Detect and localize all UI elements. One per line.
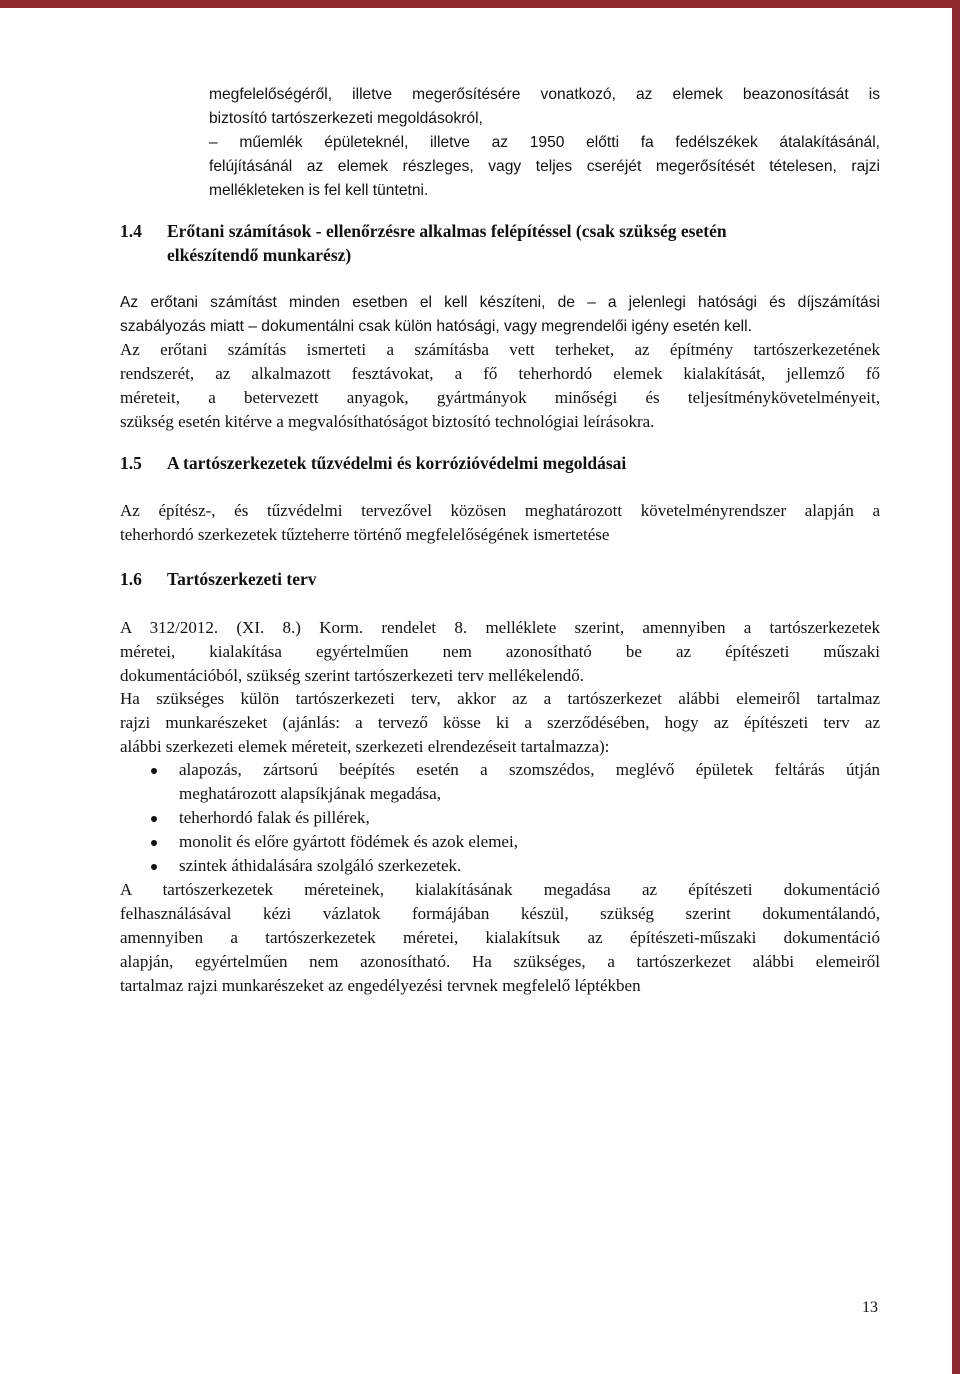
list-item: [120, 806, 880, 830]
section-title: A tartószerkezetek tűzvédelmi és korrózióvédelmi megoldásai: [167, 453, 627, 473]
text-line: méretei, kialakítása egyértelműen nem azonosítható be az építészeti műszaki: [120, 642, 880, 661]
text-line: teherhordó szerkezetek tűzteherre történő megfelelőségének ismertetése: [120, 525, 610, 544]
text-line: dokumentációból, szükség szerint tartószerkezeti terv mellékelendő.: [120, 666, 585, 685]
list-item-text: alapozás, zártsorú beépítés esetén a szomszédos, meglévő épületek feltárás útján: [179, 760, 880, 779]
text-line: alapján, egyértelműen nem azonosítható. Ha szükséges, a tartószerkezet alábbi elemeiről: [120, 952, 880, 971]
text-line: Az építész-, és tűzvédelmi tervezővel közösen meghatározott követelményrendszer alapján a: [120, 501, 880, 520]
list-item-text: teherhordó falak és pillérek,: [179, 808, 370, 827]
text-line: amennyiben a tartószerkezetek méretei, kialakítsuk az építészeti-műszaki dokumentáció: [120, 928, 880, 947]
text-line: Az erőtani számítást minden esetben el kell készíteni, de – a jelenlegi hatósági és díjszámítási: [120, 294, 880, 311]
text-line: rendszerét, az alkalmazott fesztávokat, a fő teherhordó elemek kialakítását, jellemző fő: [120, 364, 880, 383]
section-title: Erőtani számítások - ellenőrzésre alkalmas felépítéssel (csak szükség esetén: [167, 221, 727, 241]
text-line: Ha szükséges külön tartószerkezeti terv, akkor az a tartószerkezet alábbi elemeiről tartalmaz: [120, 689, 880, 708]
text-line: rajzi munkarészeket (ajánlás: a tervező kösse ki a szerződésében, hogy az építészeti terv az: [120, 713, 880, 732]
page-number: 13: [862, 1299, 878, 1316]
bullet-icon: [151, 768, 157, 774]
list-item: [120, 854, 880, 878]
list-item-text: monolit és előre gyártott födémek és azok elemei,: [179, 832, 518, 851]
section-number: 1.4: [120, 221, 142, 241]
text-line: mellékleteken is fel kell tüntetni.: [209, 182, 429, 199]
text-line: megfelelőségéről, illetve megerősítésére vonatkozó, az elemek beazonosítását is: [209, 86, 880, 103]
list-item-text: szintek áthidalására szolgáló szerkezetek.: [179, 856, 462, 875]
page-border-right: [952, 0, 960, 1374]
text-line: felújításánál az elemek részleges, vagy teljes cseréjét megerősítését tételesen, rajzi: [209, 158, 880, 175]
bullet-icon: [151, 864, 157, 870]
text-line: – műemlék épületeknél, illetve az 1950 előtti fa fedélszékek átalakításánál,: [209, 134, 880, 151]
text-line: A tartószerkezetek méreteinek, kialakításának megadása az építészeti dokumentáció: [120, 880, 880, 899]
bullet-icon: [151, 840, 157, 846]
section-title: elkészítendő munkarész): [167, 245, 352, 265]
text-line: felhasználásával kézi vázlatok formájában készül, szükség szerint dokumentálandó,: [120, 904, 880, 923]
section-title: Tartószerkezeti terv: [167, 569, 317, 589]
section-number: 1.5: [120, 453, 142, 473]
text-line: A 312/2012. (XI. 8.) Korm. rendelet 8. melléklete szerint, amennyiben a tartószerkezetek: [120, 618, 880, 637]
text-line: biztosító tartószerkezeti megoldásokról,: [209, 110, 483, 127]
text-line: szabályozás miatt – dokumentálni csak külön hatósági, vagy megrendelői igény esetén kell.: [120, 318, 752, 335]
bullet-icon: [151, 816, 157, 822]
page-border-top: [0, 0, 960, 8]
list-item: [120, 830, 880, 854]
list-item: [120, 758, 880, 806]
section-number: 1.6: [120, 569, 142, 589]
list-item-text: meghatározott alapsíkjának megadása,: [179, 784, 441, 803]
text-line: alábbi szerkezeti elemek méreteit, szerkezeti elrendezéseit tartalmazza):: [120, 737, 610, 756]
text-line: tartalmaz rajzi munkarészeket az engedélyezési tervnek megfelelő léptékben: [120, 976, 641, 995]
text-line: Az erőtani számítás ismerteti a számításba vett terheket, az építmény tartószerkezetének: [120, 340, 880, 359]
text-line: méreteit, a betervezett anyagok, gyártmányok minőségi és teljesítménykövetelményeit,: [120, 388, 880, 407]
text-line: szükség esetén kitérve a megvalósíthatóságot biztosító technológiai leírásokra.: [120, 412, 655, 431]
